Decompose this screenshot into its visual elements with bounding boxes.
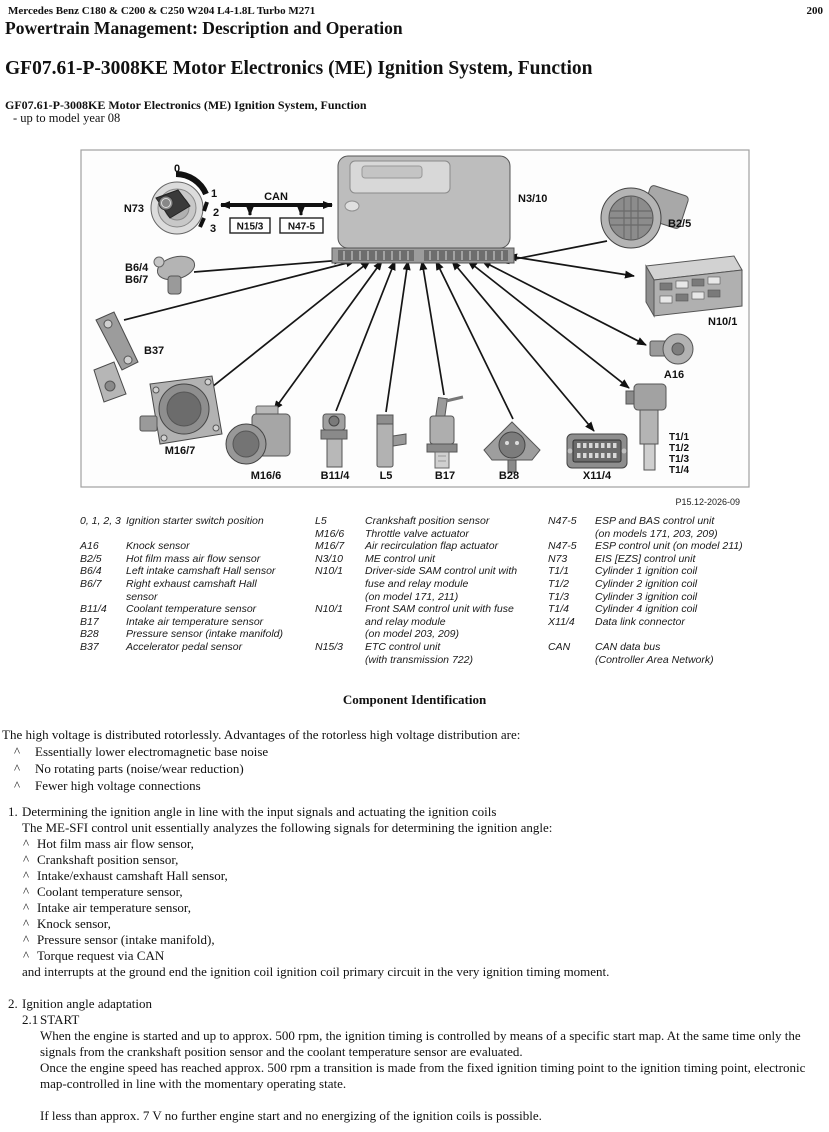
item2-para3: If less than approx. 7 V no further engine start and no energizing of the ignition coils is possible.: [40, 1108, 542, 1123]
legend-code: A16: [80, 540, 99, 553]
signal-text: Hot film mass air flow sensor,: [37, 836, 194, 851]
legend-code: 0, 1, 2, 3: [80, 515, 121, 527]
item2-para1: When the engine is started and up to approx. 500 rpm, the ignition timing is controlled by means of a specific start map. At the same time only the signals from the crankshaft position sensor and the coolant temperature sensor are evaluated.: [40, 1028, 801, 1059]
label-b11-4: B11/4: [320, 470, 350, 482]
sam-module-illustration: [646, 256, 742, 316]
legend-row: [548, 616, 760, 629]
label-x11-4: X11/4: [582, 470, 612, 482]
model-year-note: - up to model year 08: [13, 111, 121, 125]
signal-item: [22, 884, 824, 900]
label-n73: N73: [123, 203, 144, 215]
signal-text: Coolant temperature sensor,: [37, 884, 183, 899]
legend-row: [80, 528, 315, 541]
label-t1-4: T1/4: [669, 465, 690, 476]
legend-desc: Cylinder 1 ignition coil: [595, 565, 698, 578]
legend-row: [548, 641, 760, 654]
signal-item: [22, 836, 824, 852]
advantage-text: Fewer high voltage connections: [35, 778, 201, 793]
label-n10-1: N10/1: [708, 316, 738, 328]
label-switch-pos-3: 3: [210, 223, 217, 235]
ignition-system-diagram: [80, 148, 750, 508]
legend-row: [548, 603, 760, 616]
legend-desc: Cylinder 2 ignition coil: [595, 577, 698, 590]
legend-code: B11/4: [80, 603, 107, 616]
legend-code: N73: [548, 552, 568, 565]
advantage-item: [2, 743, 824, 760]
legend-row: [315, 578, 548, 591]
legend-desc: Accelerator pedal sensor: [126, 640, 243, 653]
bullet-caret: ^: [23, 948, 30, 963]
subsection-title: GF07.61-P-3008KE Motor Electronics (ME) Ignition System, Function: [5, 98, 367, 112]
intro-block: [2, 726, 824, 794]
legend-desc: (on model 171, 211): [365, 590, 459, 603]
item-content: [22, 996, 824, 1124]
item1-title: Determining the ignition angle in line with the input signals and actuating the ignition coils: [22, 804, 497, 819]
numbered-item-2: [8, 996, 824, 1124]
signal-text: Intake/exhaust camshaft Hall sensor,: [37, 868, 228, 883]
signal-item: [22, 948, 824, 964]
legend-desc: (Controller Area Network): [595, 653, 714, 666]
legend-code: N3/10: [315, 552, 344, 565]
legend-desc: Driver-side SAM control unit with: [365, 565, 518, 578]
legend-desc: Hot film mass air flow sensor: [126, 552, 261, 565]
item-content: [22, 804, 824, 980]
legend-column-3: [548, 515, 760, 666]
signal-item: [22, 932, 824, 948]
legend-desc: Data link connector: [595, 615, 685, 628]
sub-item-content: [40, 1012, 824, 1124]
label-b28: B28: [498, 470, 520, 482]
item2-sub-title: START: [40, 1012, 80, 1027]
legend-row: [315, 553, 548, 566]
legend-desc: Crankshaft position sensor: [365, 515, 490, 527]
bullet-caret: ^: [14, 744, 21, 759]
legend-desc: Throttle valve actuator: [365, 527, 469, 540]
legend-row: [548, 578, 760, 591]
signal-item: [22, 900, 824, 916]
header-vehicle-title: Mercedes Benz C180 & C200 & C250 W204 L4-1.8L Turbo M271: [8, 5, 316, 17]
legend-desc: Right exhaust camshaft Hall: [126, 577, 257, 590]
legend-row: [80, 540, 315, 553]
legend-desc: Ignition starter switch position: [126, 515, 264, 527]
sub-item-number: 2.1: [22, 1012, 39, 1027]
legend-code: B37: [80, 640, 99, 653]
label-n15-3: N15/3: [236, 221, 264, 233]
item1-closing: and interrupts at the ground end the ignition coil ignition coil primary circuit in the very ignition timing moment.: [22, 964, 610, 979]
advantage-item: [2, 760, 824, 777]
legend-row: [548, 515, 760, 528]
legend-row: [80, 616, 315, 629]
legend-row: [80, 578, 315, 591]
label-switch-pos-0: 0: [173, 163, 181, 175]
legend-row: [315, 515, 548, 528]
legend-code: L5: [315, 515, 327, 527]
legend-row: [80, 553, 315, 566]
legend-code: N47-5: [548, 540, 577, 553]
legend-row: [548, 553, 760, 566]
signal-item: [22, 868, 824, 884]
signal-text: Pressure sensor (intake manifold),: [37, 932, 215, 947]
bullet-caret: ^: [14, 778, 21, 793]
legend-code: T1/2: [548, 577, 570, 590]
legend-code: B2/5: [80, 552, 102, 565]
legend-row: [548, 628, 760, 641]
legend-code: N15/3: [315, 640, 344, 653]
legend-code: T1/1: [548, 565, 570, 578]
signal-text: Intake air temperature sensor,: [37, 900, 191, 915]
bullet-caret: ^: [23, 884, 30, 899]
legend-desc: fuse and relay module: [365, 577, 469, 590]
label-l5: L5: [379, 470, 393, 482]
legend-row: [80, 654, 315, 667]
figure-caption: Component Identification: [342, 692, 487, 707]
label-can: CAN: [264, 191, 288, 203]
legend-desc: Knock sensor: [126, 540, 190, 553]
bullet-caret: ^: [14, 761, 21, 776]
component-legend: [80, 515, 760, 666]
section-title: GF07.61-P-3008KE Motor Electronics (ME) Ignition System, Function: [5, 58, 593, 79]
document-title: Powertrain Management: Description and Operation: [5, 18, 403, 38]
item1-lead: The ME-SFI control unit essentially analyzes the following signals for determining the ignition angle:: [22, 820, 553, 835]
legend-row: [315, 540, 548, 553]
bullet-caret: ^: [23, 932, 30, 947]
label-b6-7: B6/7: [125, 274, 149, 286]
legend-code: N10/1: [315, 603, 344, 616]
legend-desc: ESP and BAS control unit: [595, 515, 715, 527]
advantage-text: No rotating parts (noise/wear reduction): [35, 761, 244, 776]
legend-desc: Left intake camshaft Hall sensor: [126, 565, 276, 578]
signal-text: Crankshaft position sensor,: [37, 852, 179, 867]
legend-desc: EIS [EZS] control unit: [595, 552, 696, 565]
item-number: 1.: [8, 804, 18, 819]
header-page-number: 200: [806, 5, 823, 17]
legend-desc: ESP control unit (on model 211): [595, 540, 743, 553]
legend-row: [80, 603, 315, 616]
advantage-item: [2, 777, 824, 794]
legend-row: [315, 591, 548, 604]
label-m16-6: M16/6: [250, 470, 282, 482]
label-a16: A16: [663, 369, 685, 381]
legend-code: B6/7: [80, 577, 102, 590]
signal-item: [22, 916, 824, 932]
bullet-caret: ^: [23, 836, 30, 851]
legend-desc: Cylinder 3 ignition coil: [595, 590, 698, 603]
legend-desc: and relay module: [365, 615, 446, 628]
legend-desc: Coolant temperature sensor: [126, 603, 257, 616]
signal-item: [22, 852, 824, 868]
label-switch-pos-2: 2: [213, 207, 220, 219]
bullet-caret: ^: [23, 852, 30, 867]
legend-desc: (on model 203, 209): [365, 628, 459, 641]
legend-row: [315, 641, 548, 654]
signal-text: Torque request via CAN: [37, 948, 165, 963]
legend-desc: Front SAM control unit with fuse: [365, 603, 514, 616]
signals-list: [22, 836, 824, 964]
legend-code: M16/7: [315, 540, 345, 553]
intro-paragraph: The high voltage is distributed rotorlessly. Advantages of the rotorless high voltage distribution are:: [2, 727, 521, 742]
legend-row: [315, 628, 548, 641]
legend-desc: (on models 171, 203, 209): [595, 527, 718, 540]
legend-row: [80, 591, 315, 604]
label-m16-7: M16/7: [164, 445, 196, 457]
legend-code: B17: [80, 615, 99, 628]
legend-row: [548, 654, 760, 667]
numbered-item-1: [8, 804, 824, 980]
legend-code: B6/4: [80, 565, 102, 578]
legend-row: [315, 616, 548, 629]
legend-row: [548, 540, 760, 553]
legend-row: [315, 654, 548, 667]
legend-code: B28: [80, 628, 99, 641]
legend-desc: (with transmission 722): [365, 653, 473, 666]
legend-row: [548, 565, 760, 578]
label-b17: B17: [434, 470, 456, 482]
item-number: 2.: [8, 996, 18, 1011]
legend-column-1: [80, 515, 315, 666]
legend-desc: ETC control unit: [365, 640, 441, 653]
legend-row: [80, 565, 315, 578]
item2-para2: Once the engine speed has reached approx. 500 rpm a transition is made from the fixed ignition timing point to the ignition timing point, electronic map-controlled in line with the momentary operating state.: [40, 1060, 806, 1091]
me-control-unit-illustration: [332, 156, 514, 263]
advantage-text: Essentially lower electromagnetic base noise: [35, 744, 269, 759]
legend-desc: sensor: [126, 590, 158, 603]
label-b6-4: B6/4: [125, 262, 149, 274]
label-t1-1: T1/1: [669, 432, 690, 443]
legend-desc: Cylinder 4 ignition coil: [595, 603, 698, 616]
legend-desc: Pressure sensor (intake manifold): [126, 628, 283, 641]
bullet-caret: ^: [23, 900, 30, 915]
label-b2-5: B2/5: [668, 218, 692, 230]
legend-column-2: [315, 515, 548, 666]
bullet-caret: ^: [23, 916, 30, 931]
legend-row: [80, 628, 315, 641]
legend-row: [315, 528, 548, 541]
advantages-list: [2, 743, 824, 794]
label-n47-5: N47-5: [287, 221, 316, 233]
legend-code: T1/3: [548, 590, 570, 603]
legend-code: CAN: [548, 640, 571, 653]
label-switch-pos-1: 1: [211, 188, 218, 200]
label-n3-10: N3/10: [518, 193, 548, 205]
legend-row: [548, 591, 760, 604]
figure-code: P15.12-2026-09: [675, 497, 740, 507]
legend-desc: Intake air temperature sensor: [126, 615, 264, 628]
legend-code: M16/6: [315, 527, 345, 540]
legend-row: [315, 603, 548, 616]
legend-desc: ME control unit: [365, 552, 436, 565]
data-link-connector-illustration: [567, 434, 627, 468]
page-header: [8, 5, 823, 17]
signal-text: Knock sensor,: [37, 916, 111, 931]
label-t1-2: T1/2: [669, 443, 690, 454]
legend-code: T1/4: [548, 603, 570, 616]
legend-code: X11/4: [548, 615, 575, 628]
legend-desc: Air recirculation flap actuator: [365, 540, 499, 553]
legend-row: [315, 565, 548, 578]
legend-row: [80, 641, 315, 654]
legend-row: [548, 528, 760, 541]
label-b37: B37: [144, 345, 165, 357]
diagram-svg: [80, 148, 750, 508]
legend-desc: CAN data bus: [595, 640, 661, 653]
bullet-caret: ^: [23, 868, 30, 883]
legend-row: [80, 515, 315, 528]
item2-title: Ignition angle adaptation: [22, 996, 152, 1011]
legend-code: N47-5: [548, 515, 577, 527]
legend-code: N10/1: [315, 565, 344, 578]
label-t1-3: T1/3: [669, 454, 690, 465]
